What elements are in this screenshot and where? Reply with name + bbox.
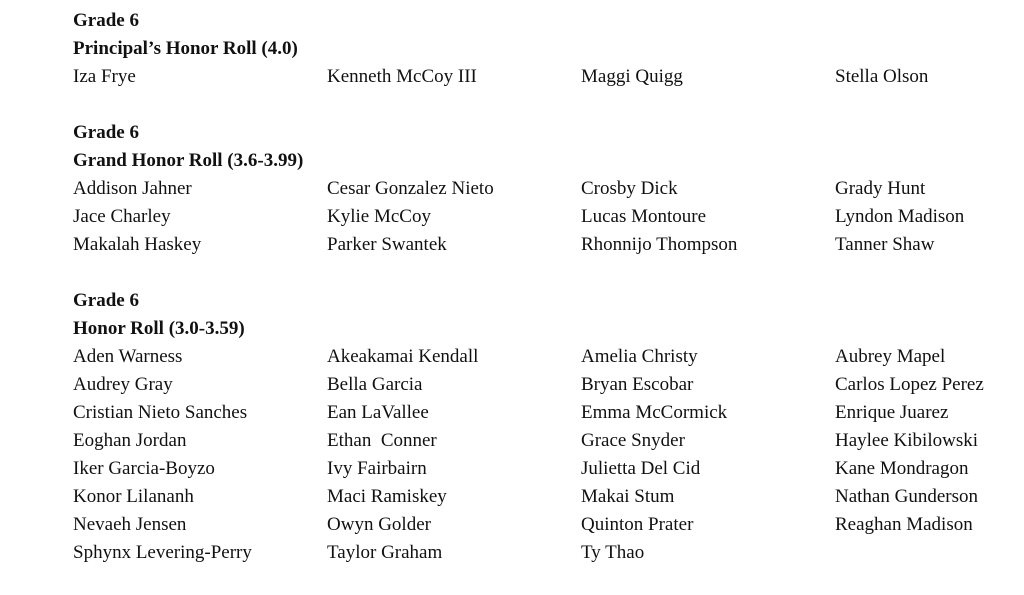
student-name: Lucas Montoure [581,206,707,227]
grade-heading: Grade 6 [73,290,139,311]
student-name: Quinton Prater [581,514,694,535]
name-row [73,539,1013,567]
grade-heading: Grade 6 [73,122,139,143]
student-name: Ethan Conner [327,430,437,451]
student-name: Kylie McCoy [327,206,431,227]
student-name: Tanner Shaw [835,234,935,255]
student-name: Jace Charley [73,206,171,227]
student-name: Grady Hunt [835,178,926,199]
name-row [73,427,1013,455]
section-grand-honor-roll [73,119,1013,259]
name-row [73,455,1013,483]
student-name: Reaghan Madison [835,514,973,535]
student-name: Crosby Dick [581,178,678,199]
student-name: Ean LaVallee [327,402,429,423]
name-row [73,343,1013,371]
student-name: Bella Garcia [327,374,423,395]
name-row [73,371,1013,399]
name-row [73,231,1013,259]
student-name: Haylee Kibilowski [835,430,979,451]
student-name: Amelia Christy [581,346,698,367]
student-name: Eoghan Jordan [73,430,187,451]
section-honor-roll [73,287,1013,567]
student-name: Enrique Juarez [835,402,949,423]
student-name: Ivy Fairbairn [327,458,427,479]
student-name: Makalah Haskey [73,234,202,255]
student-name: Makai Stum [581,486,675,507]
student-name: Maggi Quigg [581,66,683,87]
name-row [73,203,1013,231]
section-title: Grand Honor Roll (3.6-3.99) [73,150,304,171]
student-name: Iza Frye [73,66,136,87]
student-name: Julietta Del Cid [581,458,701,479]
name-row [73,483,1013,511]
student-name: Addison Jahner [73,178,192,199]
student-name: Audrey Gray [73,374,173,395]
student-name: Aubrey Mapel [835,346,946,367]
student-name: Nevaeh Jensen [73,514,187,535]
student-name: Kane Mondragon [835,458,969,479]
student-name: Stella Olson [835,66,929,87]
student-name: Nathan Gunderson [835,486,978,507]
name-row [73,63,1013,91]
student-name: Parker Swantek [327,234,447,255]
student-name: Akeakamai Kendall [327,346,479,367]
student-name: Ty Thao [581,542,645,563]
student-name: Rhonnijo Thompson [581,234,738,255]
student-name: Maci Ramiskey [327,486,447,507]
name-row [73,511,1013,539]
name-row [73,175,1013,203]
honor-roll-document [73,7,1013,595]
student-name: Grace Snyder [581,430,685,451]
student-name: Emma McCormick [581,402,728,423]
grade-heading: Grade 6 [73,10,139,31]
student-name: Taylor Graham [327,542,443,563]
student-name: Konor Lilananh [73,486,194,507]
section-title: Honor Roll (3.0-3.59) [73,318,245,339]
student-name: Cesar Gonzalez Nieto [327,178,494,199]
student-name: Bryan Escobar [581,374,694,395]
student-name: Carlos Lopez Perez [835,374,984,395]
name-row [73,399,1013,427]
section-principals-honor-roll [73,7,1013,91]
section-title: Principal’s Honor Roll (4.0) [73,38,298,59]
student-name [835,539,1013,567]
student-name: Cristian Nieto Sanches [73,402,248,423]
student-name: Lyndon Madison [835,206,965,227]
student-name: Sphynx Levering-Perry [73,542,252,563]
student-name: Aden Warness [73,346,183,367]
student-name: Owyn Golder [327,514,431,535]
student-name: Iker Garcia-Boyzo [73,458,215,479]
student-name: Kenneth McCoy III [327,66,477,87]
